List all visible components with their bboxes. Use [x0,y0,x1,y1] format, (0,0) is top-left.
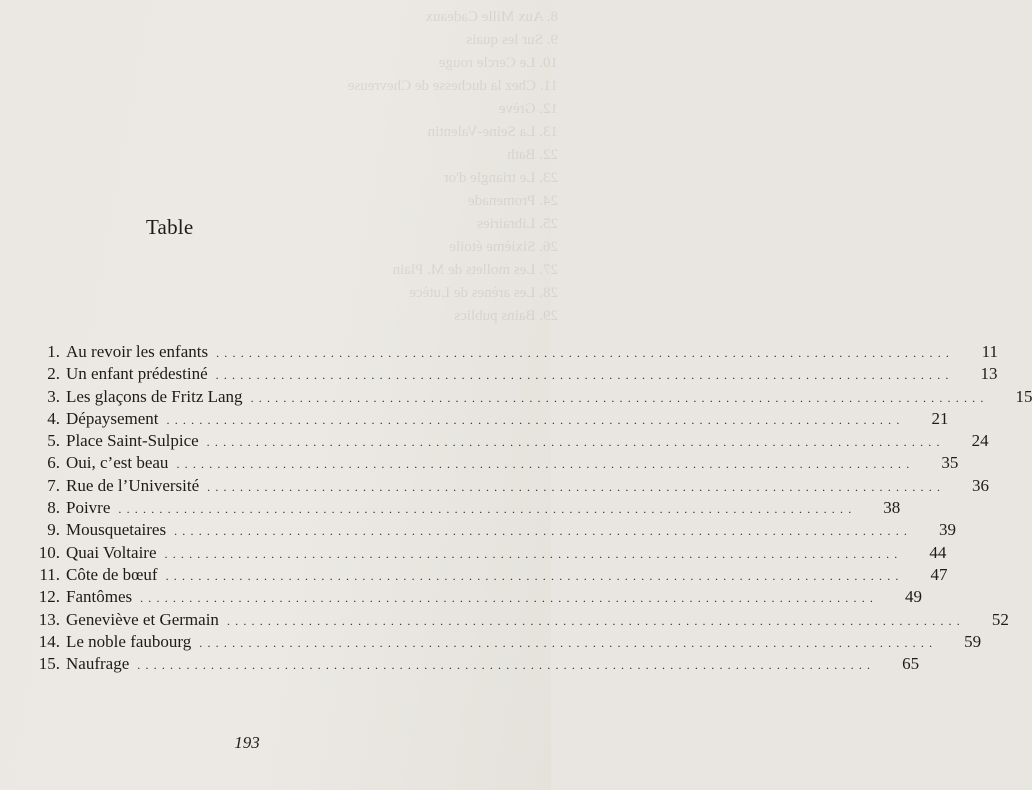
toc-entry [36,498,901,520]
show-through-line: 23. Le triangle d'or [443,170,558,186]
toc-entry [36,564,948,587]
entry-page-number: 21 [931,408,949,428]
entry-number: 11. [39,564,60,584]
show-through-line: 29. Bains publics [454,308,558,324]
entry-title: Au revoir les enfants [66,342,209,361]
dot-leader: . . . . . . . . . . . . . . . . . . . . . . . . . . . . . . . . . . . . . . . . . . . . . . . . . . . . . . . . . . . . . . . . . . . . . . . . . . . . . . . . . . . . . . . . . . [206,435,941,450]
dot-leader: . . . . . . . . . . . . . . . . . . . . . . . . . . . . . . . . . . . . . . . . . . . . . . . . . . . . . . . . . . . . . . . . . . . . . . . . . . . . . . . . . . . . . . . . . . [137,658,872,673]
toc-entry [36,520,956,542]
entry-number: 10. [38,542,60,562]
entry-title: Place Saint-Sulpice [66,431,199,451]
entry-number: 8. [47,498,60,518]
entry-title: Mousquetaires [66,520,167,540]
dot-leader: . . . . . . . . . . . . . . . . . . . . . . . . . . . . . . . . . . . . . . . . . . . . . . . . . . . . . . . . . . . . . . . . . . . . . . . . . . . . . . . . . . . . . . . . . . [118,502,853,517]
entry-number: 1. [47,342,60,361]
entry-number: 7. [47,475,60,495]
entry-page-number: 24 [971,431,989,451]
entry-page-number: 36 [972,475,990,495]
dot-leader: . . . . . . . . . . . . . . . . . . . . . . . . . . . . . . . . . . . . . . . . . . . . . . . . . . . . . . . . . . . . . . . . . . . . . . . . . . . . . . . . . . . . . . . . . . [226,613,961,628]
toc-entry [36,475,990,498]
dot-leader: . . . . . . . . . . . . . . . . . . . . . . . . . . . . . . . . . . . . . . . . . . . . . . . . . . . . . . . . . . . . . . . . . . . . . . . . . . . . . . . . . . . . . . . . . . [166,412,901,427]
entry-title: Geneviève et Germain [66,609,219,629]
show-through-line: 13. La Seine-Valentin [427,124,558,140]
dot-leader: . . . . . . . . . . . . . . . . . . . . . . . . . . . . . . . . . . . . . . . . . . . . . . . . . . . . . . . . . . . . . . . . . . . . . . . . . . . . . . . . . . . . . . . . . . [176,457,911,472]
entry-number: 2. [47,364,60,384]
toc-entry [36,542,947,565]
toc-entry [36,654,920,676]
entry-title: Côte de bœuf [66,564,158,584]
toc-entry [36,364,998,386]
show-through-line: 10. Le Cercle rouge [438,55,558,71]
entry-page-number: 59 [964,631,982,651]
entry-page-number: 13 [980,364,998,384]
entry-title: Le noble faubourg [66,631,192,651]
entry-number: 12. [38,587,60,607]
entry-title: Rue de l’Université [66,475,200,495]
dot-leader: . . . . . . . . . . . . . . . . . . . . . . . . . . . . . . . . . . . . . . . . . . . . . . . . . . . . . . . . . . . . . . . . . . . . . . . . . . . . . . . . . . . . . . . . . . [215,368,950,383]
entry-number: 5. [47,431,60,451]
entry-page-number: 47 [930,564,948,584]
entry-page-number: 52 [991,609,1009,629]
entry-page-number: 38 [883,498,901,518]
entry-number: 9. [47,520,60,540]
show-through-line: 28. Les arènes de Lutèce [409,285,558,301]
entry-title: Fantômes [66,587,133,607]
show-through-line: 22. Bath [507,147,558,163]
dot-leader: . . . . . . . . . . . . . . . . . . . . . . . . . . . . . . . . . . . . . . . . . . . . . . . . . . . . . . . . . . . . . . . . . . . . . . . . . . . . . . . . . . . . . . . . . . [140,591,875,606]
entry-page-number: 65 [902,654,920,674]
show-through-line: 12. Grève [498,101,558,117]
toc-entry [36,342,998,364]
entry-number: 4. [47,408,60,428]
entry-title: Oui, c’est beau [66,453,169,473]
show-through-line: 8. Aux Mille Cadeaux [425,9,558,25]
entry-page-number: 49 [905,587,923,607]
show-through-line: 11. Chez la duchesse de Chevreuse [347,78,558,94]
entry-number: 13. [38,609,60,629]
entry-page-number: 35 [941,453,959,473]
entry-page-number: 44 [929,542,947,562]
dot-leader: . . . . . . . . . . . . . . . . . . . . . . . . . . . . . . . . . . . . . . . . . . . . . . . . . . . . . . . . . . . . . . . . . . . . . . . . . . . . . . . . . . . . . . . . . . [199,635,934,650]
table-of-contents [36,342,1032,676]
show-through-line: 25. Librairies [477,216,558,232]
entry-title: Poivre [66,498,111,518]
entry-title: Dépaysement [66,408,159,428]
show-through-line: 26. Sixième étoile [449,239,558,255]
toc-entry [36,408,949,431]
dot-leader: . . . . . . . . . . . . . . . . . . . . . . . . . . . . . . . . . . . . . . . . . . . . . . . . . . . . . . . . . . . . . . . . . . . . . . . . . . . . . . . . . . . . . . . . . . [174,524,908,539]
toc-entry [36,587,923,609]
entry-title: Les glaçons de Fritz Lang [66,386,243,406]
entry-number: 15. [38,654,60,674]
page-number: 193 [234,733,260,752]
dot-leader: . . . . . . . . . . . . . . . . . . . . . . . . . . . . . . . . . . . . . . . . . . . . . . . . . . . . . . . . . . . . . . . . . . . . . . . . . . . . . . . . . . . . . . . . . . [207,479,942,494]
dot-leader: . . . . . . . . . . . . . . . . . . . . . . . . . . . . . . . . . . . . . . . . . . . . . . . . . . . . . . . . . . . . . . . . . . . . . . . . . . . . . . . . . . . . . . . . . . [165,568,900,583]
dot-leader: . . . . . . . . . . . . . . . . . . . . . . . . . . . . . . . . . . . . . . . . . . . . . . . . . . . . . . . . . . . . . . . . . . . . . . . . . . . . . . . . . . . . . . . . . . [164,546,899,561]
entry-page-number: 11 [981,342,998,361]
entry-title: Quai Voltaire [66,542,157,562]
toc-entry [36,386,1032,409]
page-title: Table [146,215,194,239]
dot-leader: . . . . . . . . . . . . . . . . . . . . . . . . . . . . . . . . . . . . . . . . . . . . . . . . . . . . . . . . . . . . . . . . . . . . . . . . . . . . . . . . . . . . . . . . . . [216,346,950,360]
entry-number: 14. [38,631,60,651]
toc-entry [36,431,989,453]
entry-page-number: 39 [939,520,956,540]
show-through-line: 9. Sur les quais [466,32,558,48]
entry-number: 3. [47,386,60,406]
toc-entry [36,609,1009,632]
entry-title: Naufrage [66,654,130,674]
show-through-text [318,6,558,328]
entry-title: Un enfant prédestiné [66,364,208,384]
toc-entry [36,453,959,475]
dot-leader: . . . . . . . . . . . . . . . . . . . . . . . . . . . . . . . . . . . . . . . . . . . . . . . . . . . . . . . . . . . . . . . . . . . . . . . . . . . . . . . . . . . . . . . . . . [250,390,985,405]
show-through-line: 24. Promenade [468,193,558,209]
toc-entry [36,631,982,654]
entry-page-number: 15 [1015,386,1032,406]
show-through-line: 27. Les mollets de M. Plain [392,262,558,278]
entry-number: 6. [47,453,60,473]
